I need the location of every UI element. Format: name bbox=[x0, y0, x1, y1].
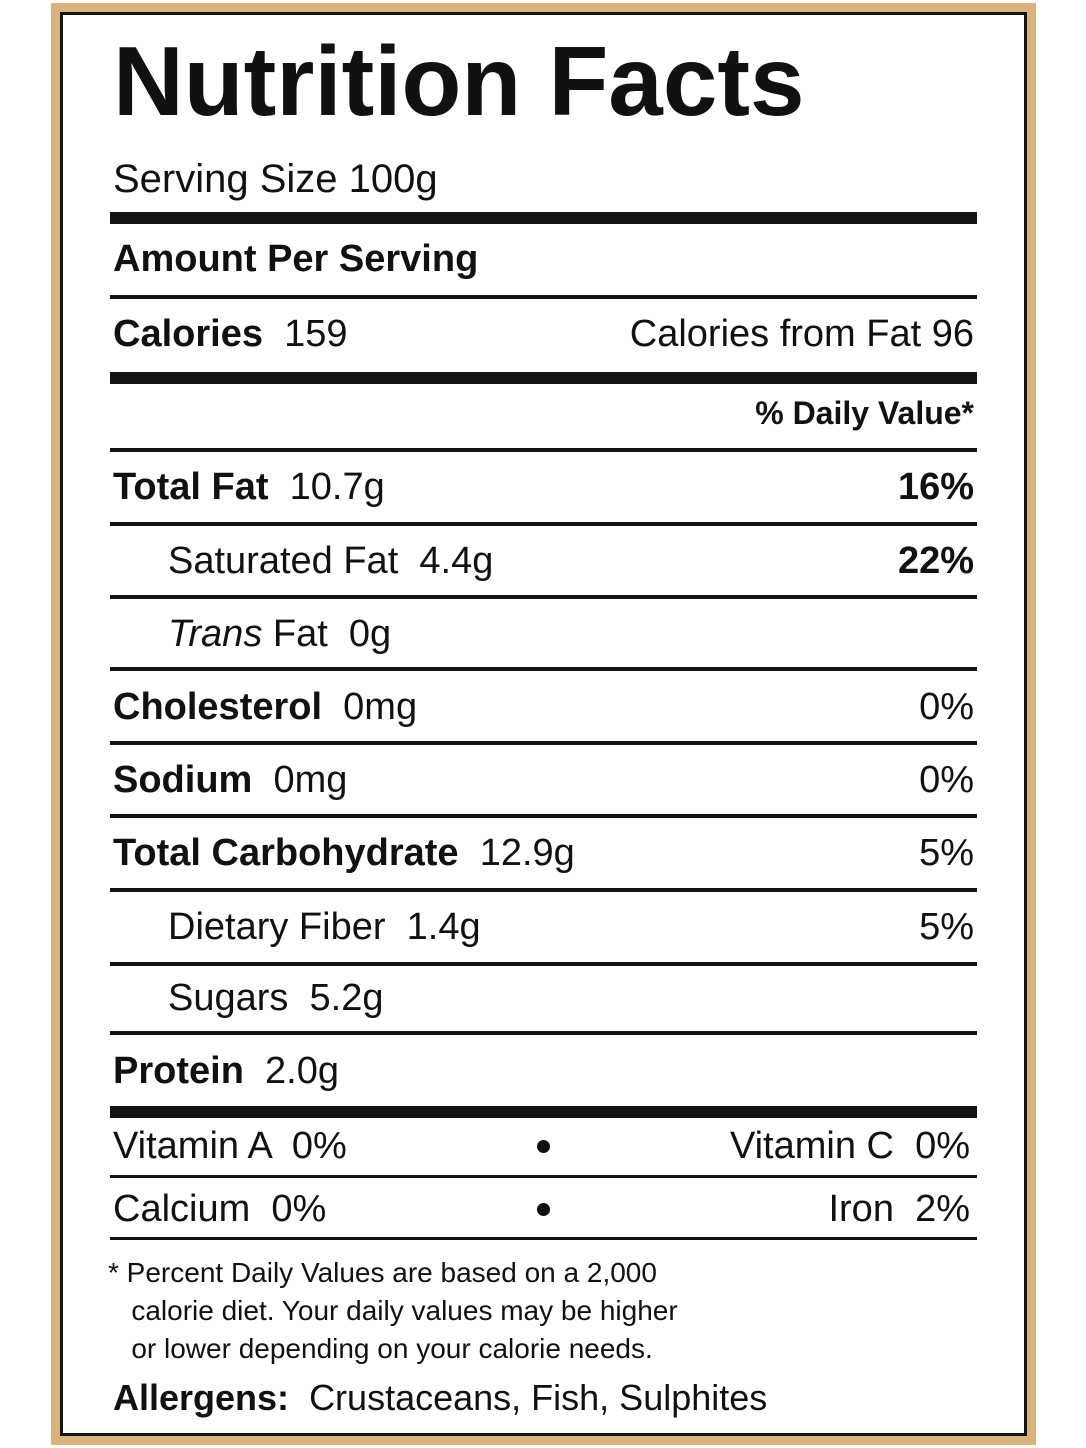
total-fat-label: Total Fat bbox=[113, 466, 269, 508]
rule bbox=[110, 814, 977, 818]
daily-value-header: % Daily Value* bbox=[755, 395, 974, 431]
rule bbox=[110, 741, 977, 745]
sodium-dv: 0% bbox=[919, 759, 974, 801]
calories-from-fat: Calories from Fat 96 bbox=[629, 313, 974, 355]
rule bbox=[110, 595, 977, 599]
allergens-value: Crustaceans, Fish, Sulphites bbox=[309, 1377, 768, 1418]
rule bbox=[110, 1175, 977, 1178]
allergens-row bbox=[113, 1378, 767, 1418]
calories-label: Calories bbox=[113, 313, 263, 355]
protein-amount: 2.0g bbox=[265, 1050, 339, 1092]
trans-fat-amount: 0g bbox=[348, 613, 392, 655]
total-carbohydrate-row bbox=[113, 833, 575, 875]
total-carbohydrate-label: Total Carbohydrate bbox=[113, 832, 459, 874]
vitamin-c: Vitamin C 0% bbox=[729, 1125, 970, 1167]
sodium-amount: 0mg bbox=[273, 759, 348, 801]
bullet-dot bbox=[537, 1140, 550, 1153]
cholesterol-row bbox=[113, 687, 417, 729]
sugars-row bbox=[168, 978, 384, 1020]
cholesterol-label: Cholesterol bbox=[113, 686, 323, 728]
calories-value: 159 bbox=[284, 313, 348, 355]
rule bbox=[110, 1237, 977, 1240]
sodium-row bbox=[113, 760, 347, 802]
total-fat-amount: 10.7g bbox=[289, 466, 385, 508]
dietary-fiber-dv: 5% bbox=[919, 906, 974, 948]
protein-row bbox=[113, 1051, 339, 1093]
allergens-label: Allergens: bbox=[113, 1377, 290, 1418]
vitamin-a: Vitamin A 0% bbox=[113, 1125, 347, 1167]
saturated-fat-amount: 4.4g bbox=[419, 540, 494, 582]
total-carbohydrate-dv: 5% bbox=[919, 832, 974, 874]
total-carbohydrate-amount: 12.9g bbox=[479, 832, 575, 874]
rule bbox=[110, 1031, 977, 1035]
saturated-fat-dv: 22% bbox=[897, 540, 974, 582]
rule bbox=[110, 962, 977, 966]
sodium-label: Sodium bbox=[113, 759, 253, 801]
rule bbox=[110, 522, 977, 526]
bullet-dot bbox=[537, 1203, 550, 1216]
total-fat-row bbox=[113, 467, 385, 509]
dietary-fiber-amount: 1.4g bbox=[406, 906, 481, 948]
thick-rule-calories bbox=[110, 372, 977, 384]
thick-rule-top bbox=[110, 212, 977, 224]
calcium: Calcium 0% bbox=[113, 1188, 327, 1230]
saturated-fat-row bbox=[168, 541, 493, 583]
protein-label: Protein bbox=[113, 1050, 244, 1092]
footnote: * Percent Daily Values are based on a 2,000 calorie diet. Your daily values may be higher or lower depending on your calorie needs. bbox=[108, 1257, 678, 1364]
iron: Iron 2% bbox=[828, 1188, 970, 1230]
sugars-amount: 5.2g bbox=[309, 977, 384, 1019]
thick-rule-vitamins bbox=[110, 1106, 977, 1118]
saturated-fat-label: Saturated Fat bbox=[168, 540, 399, 582]
trans-fat-row bbox=[168, 614, 391, 656]
amount-per-serving: Amount Per Serving bbox=[113, 238, 479, 280]
rule bbox=[110, 448, 977, 452]
rule bbox=[110, 667, 977, 671]
cholesterol-amount: 0mg bbox=[343, 686, 418, 728]
label-title: Nutrition Facts bbox=[113, 26, 805, 136]
dietary-fiber-label: Dietary Fiber bbox=[168, 906, 386, 948]
trans-fat-label-italic: Trans bbox=[168, 613, 263, 655]
calories-row bbox=[113, 314, 348, 356]
sugars-label: Sugars bbox=[168, 977, 289, 1019]
total-fat-dv: 16% bbox=[897, 466, 974, 508]
rule bbox=[110, 295, 977, 299]
dietary-fiber-row bbox=[168, 907, 481, 949]
serving-size: Serving Size 100g bbox=[113, 157, 438, 201]
trans-fat-label: Fat bbox=[272, 613, 328, 655]
rule bbox=[110, 888, 977, 892]
cholesterol-dv: 0% bbox=[919, 686, 974, 728]
